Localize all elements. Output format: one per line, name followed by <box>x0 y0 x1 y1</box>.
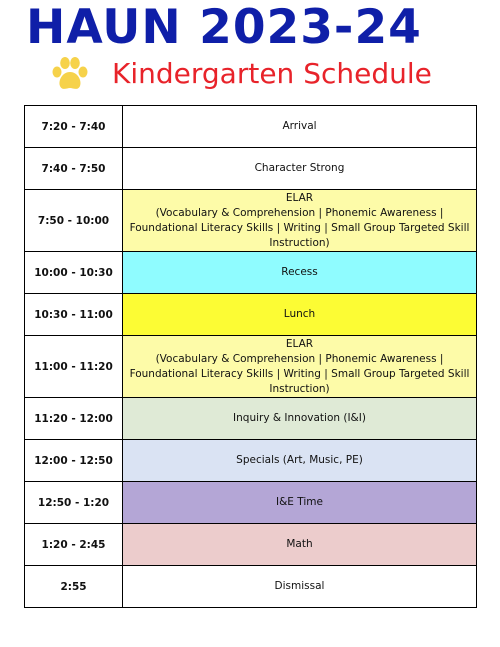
schedule-row <box>25 482 477 524</box>
schedule-row <box>25 336 477 398</box>
page-title: HAUN 2023-24 <box>26 0 422 55</box>
schedule-row <box>25 566 477 608</box>
activity-cell <box>123 106 477 148</box>
schedule-row <box>25 190 477 252</box>
activity-label: I&E Time <box>276 496 323 508</box>
activity-cell <box>123 482 477 524</box>
activity-label: Recess <box>281 266 318 278</box>
schedule-row <box>25 440 477 482</box>
time-cell: 11:20 - 12:00 <box>25 398 123 440</box>
activity-detail: (Vocabulary & Comprehension | Phonemic Awareness | Foundational Literacy Skills | Writing | Small Group Targeted Skill Instruction) <box>129 206 470 249</box>
activity-label: Lunch <box>283 308 316 320</box>
time-cell: 11:00 - 11:20 <box>25 336 123 398</box>
time-cell: 7:20 - 7:40 <box>25 106 123 148</box>
time-cell: 12:50 - 1:20 <box>25 482 123 524</box>
time-cell: 7:40 - 7:50 <box>25 148 123 190</box>
schedule-row <box>25 106 477 148</box>
time-cell: 2:55 <box>25 566 123 608</box>
activity-cell <box>123 566 477 608</box>
time-cell: 12:00 - 12:50 <box>25 440 123 482</box>
activity-cell <box>123 524 477 566</box>
activity-cell <box>123 294 477 336</box>
activity-cell <box>123 336 477 398</box>
schedule-row <box>25 524 477 566</box>
time-cell: 1:20 - 2:45 <box>25 524 123 566</box>
time-cell: 10:30 - 11:00 <box>25 294 123 336</box>
activity-cell <box>123 398 477 440</box>
activity-detail: (Vocabulary & Comprehension | Phonemic Awareness | Foundational Literacy Skills | Writing | Small Group Targeted Skill Instruction) <box>129 352 470 395</box>
schedule-row <box>25 398 477 440</box>
activity-label: ELAR <box>285 191 314 204</box>
schedule-table <box>24 105 477 608</box>
paw-icon <box>48 55 92 93</box>
activity-label: Math <box>286 538 313 550</box>
schedule-row <box>25 148 477 190</box>
activity-cell <box>123 148 477 190</box>
schedule-row <box>25 294 477 336</box>
activity-label: Arrival <box>282 120 317 132</box>
time-cell: 7:50 - 10:00 <box>25 190 123 252</box>
activity-label: Inquiry & Innovation (I&I) <box>233 412 366 424</box>
activity-label: ELAR <box>285 337 314 350</box>
activity-label: Dismissal <box>274 580 325 592</box>
schedule-row <box>25 252 477 294</box>
activity-cell <box>123 252 477 294</box>
page-subtitle: Kindergarten Schedule <box>112 57 432 90</box>
activity-label: Specials (Art, Music, PE) <box>236 454 363 466</box>
time-cell: 10:00 - 10:30 <box>25 252 123 294</box>
activity-cell <box>123 190 477 252</box>
activity-cell <box>123 440 477 482</box>
activity-label: Character Strong <box>254 162 345 174</box>
